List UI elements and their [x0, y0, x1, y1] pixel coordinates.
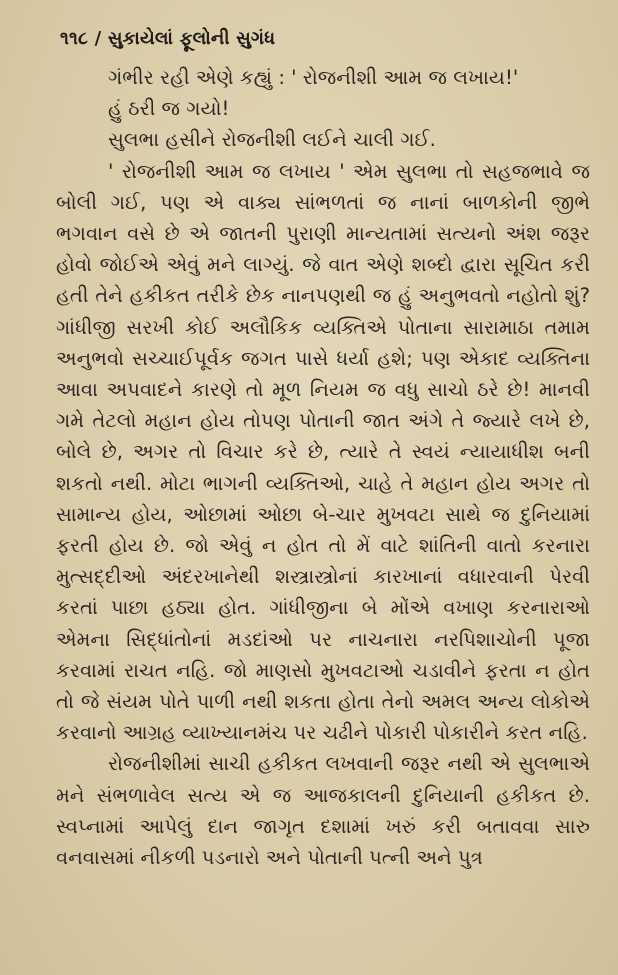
paragraph-1: ગંભીર રહી એણે કહ્યું : ' રોજનીશી આમ જ લખાય!' [108, 66, 519, 89]
body-text [56, 62, 590, 873]
paragraph-3: સુલભા હસીને રોજનીશી લઈને ચાલી ગઈ. [108, 128, 436, 152]
paragraph-5: રોજનીશીમાં સાચી હકીકત લખવાની જરૂર નથી એ સુલભાએ મને સંભળાવેલ સત્ય એ જ આજકાલની દુનિયાની હકીકત છે. સ્વપ્નામાં આપેલું દાન જાગૃત દશામાં ખરું કરી બતાવવા સારુ વનવાસમાં નીકળી પડનારો અને પોતાની પત્ની અને પુત્ર [56, 752, 590, 870]
paragraph-4: ' રોજનીશી આમ જ લખાય ' એમ સુલભા તો સહજભાવે જ બોલી ગઈ, પણ એ વાક્ય સાંભળતાં જ નાનાં બાળકોની જીભે ભગવાન વસે છે એ જાતની પુરાણી માન્યતામાં સત્યનો અંશ જરૂર હોવો જોઈએ એવું મને લાગ્યું. જે વાત એણે શબ્દો દ્વારા સૂચિત કરી હતી તેને હકીકત તરીકે છેક નાનપણથી જ હું અનુભવતો નહોતો શું? ગાંધીજી સરખી કોઈ અલૌકિક વ્યક્તિએ પોતાના સારામાઠા તમામ અનુભવો સચ્ચાઈપૂર્વક જગત પાસે ધર્યા હશે; પણ એકાદ વ્યક્તિના આવા અપવાદને કારણે તો મૂળ નિયમ જ વધુ સાચો ઠરે છે! માનવી ગમે તેટલો મહાન હોય તોપણ પોતાની જાત અંગે તે જ્યારે લખે છે, બોલે છે, અગર તો વિચાર કરે છે, ત્યારે તે સ્વયં ન્યાયાધીશ બની શકતો નથી. મોટા ભાગની વ્યક્તિઓ, ચાહે તે મહાન હોય અગર તો સામાન્ય હોય, ઓછામાં ઓછા બે-ચાર મુખવટા સાથે જ દુનિયામાં ફરતી હોય છે. જો એવું ન હોત તો મેં વાટે શાંતિની વાતો કરનારા મુત્સદ્દીઓ અંદરખાનેથી શસ્ત્રાસ્ત્રોનાં કારખાનાં વધારવાની પેરવી કરતાં પાછા હઠ્યા હોત. ગાંધીજીના બે મોંએ વખાણ કરનારાઓ એમના સિદ્ધાંતોનાં મડદાંઓ પર નાચનારા નરપિશાચોની પૂજા કરવામાં રાચત નહિ. જો માણસો મુખવટાઓ ચડાવીને ફરતા ન હોત તો જે સંયમ પોતે પાળી નથી શકતા હોતા તેનો અમલ અન્ય લોકોએ કરવાનો આગ્રહ વ્યાખ્યાનમંચ પર ચઢીને પોકારી પોકારીને કરત નહિ. [56, 159, 590, 745]
paragraph-2: હું ઠરી જ ગયો! [108, 97, 230, 121]
running-head: ૧૧૮ / સુકાયેલાં ફૂલોની સુગંધ [60, 28, 276, 49]
